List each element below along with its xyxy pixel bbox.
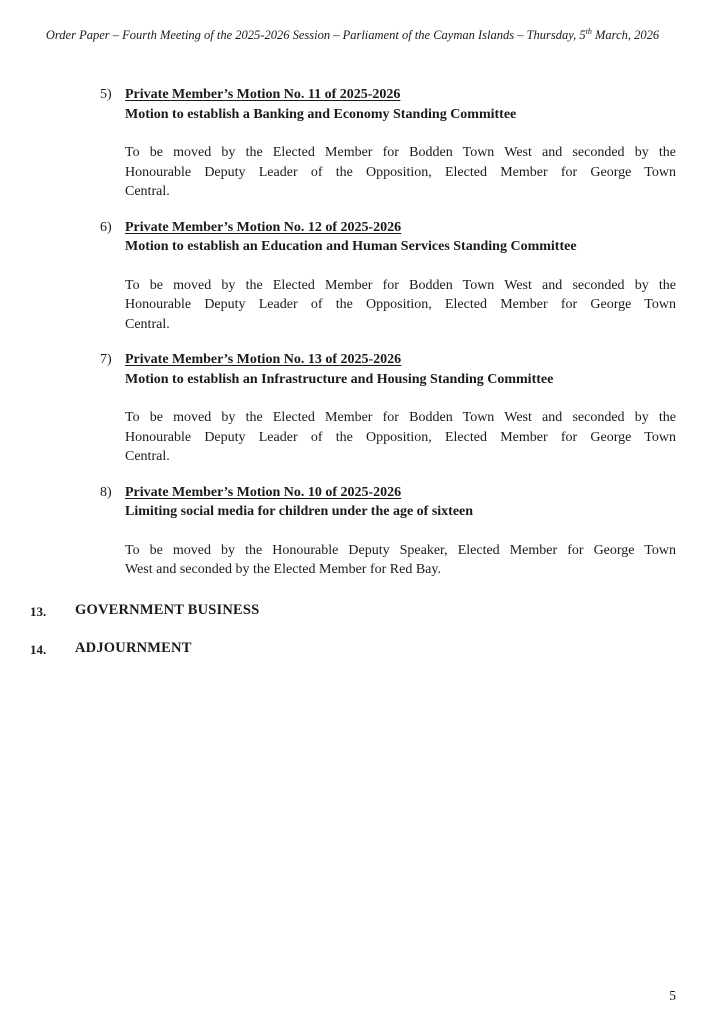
- motion-body: [125, 276, 676, 335]
- motion-title: Private Member’s Motion No. 13 of 2025-2026: [125, 352, 402, 367]
- motion-number: 5): [100, 87, 112, 102]
- motion-content: [125, 85, 676, 202]
- motion-content: [125, 218, 676, 335]
- motion-number: 8): [100, 484, 112, 500]
- motion-subtitle: Motion to establish an Infrastructure and Housing Standing Committee: [125, 371, 554, 387]
- motion-title: Private Member’s Motion No. 10 of 2025-2026: [125, 484, 402, 500]
- header-text: Order Paper – Fourth Meeting of the 2025-2026 Session – Parliament of the Cayman Islands – Thursday, 5: [45, 28, 586, 42]
- agenda-label: GOVERNMENT BUSINESS: [75, 601, 260, 618]
- body-line: Honourable Deputy Leader of the Opposition, Elected Member for George Town: [125, 429, 676, 445]
- body-line: West and seconded by the Elected Member for Red Bay.: [125, 562, 441, 577]
- body-line: To be moved by the Elected Member for Bodden Town West and seconded by the: [125, 277, 676, 293]
- page-header: [0, 27, 705, 43]
- body-line: Central.: [125, 316, 170, 332]
- motion-item-6: [100, 218, 676, 335]
- header-text-after: March, 2026: [591, 28, 660, 42]
- motion-number: 7): [100, 352, 112, 367]
- body-line: To be moved by the Honourable Deputy Speaker, Elected Member for George Town: [125, 542, 676, 558]
- motion-item-7: [100, 350, 676, 467]
- motions-list: [100, 85, 676, 580]
- body-line: Honourable Deputy Leader of the Opposition, Elected Member for George Town: [125, 164, 676, 180]
- agenda-item-adjournment: [30, 639, 705, 659]
- motion-content: [125, 483, 676, 580]
- agenda-label: ADJOURNMENT: [75, 639, 192, 656]
- motion-item-8: [100, 483, 676, 580]
- agenda-section: [30, 601, 705, 659]
- motion-subtitle: Motion to establish a Banking and Economy Standing Committee: [125, 106, 517, 122]
- header-superscript: th: [585, 26, 592, 36]
- body-line: To be moved by the Elected Member for Bodden Town West and seconded by the: [125, 410, 676, 425]
- page-number: 5: [669, 988, 676, 1003]
- body-line: Central.: [125, 184, 170, 199]
- motion-content: [125, 350, 676, 467]
- motion-title: Private Member’s Motion No. 12 of 2025-2026: [125, 219, 402, 235]
- body-line: Honourable Deputy Leader of the Opposition, Elected Member for George Town: [125, 297, 676, 312]
- agenda-item-government-business: [30, 601, 705, 621]
- agenda-number: 14.: [30, 641, 47, 657]
- agenda-number: 13.: [30, 603, 47, 619]
- motion-body: [125, 541, 676, 580]
- body-line: Central.: [125, 449, 170, 464]
- body-line: To be moved by the Elected Member for Bodden Town West and seconded by the: [125, 145, 676, 160]
- motion-title: Private Member’s Motion No. 11 of 2025-2026: [125, 87, 401, 102]
- motion-body: [125, 408, 676, 467]
- motion-number: 6): [100, 219, 112, 235]
- motion-item-5: [100, 85, 676, 202]
- motion-subtitle: Limiting social media for children under the age of sixteen: [125, 504, 474, 519]
- motion-body: [125, 143, 676, 202]
- motion-subtitle: Motion to establish an Education and Human Services Standing Committee: [125, 239, 577, 254]
